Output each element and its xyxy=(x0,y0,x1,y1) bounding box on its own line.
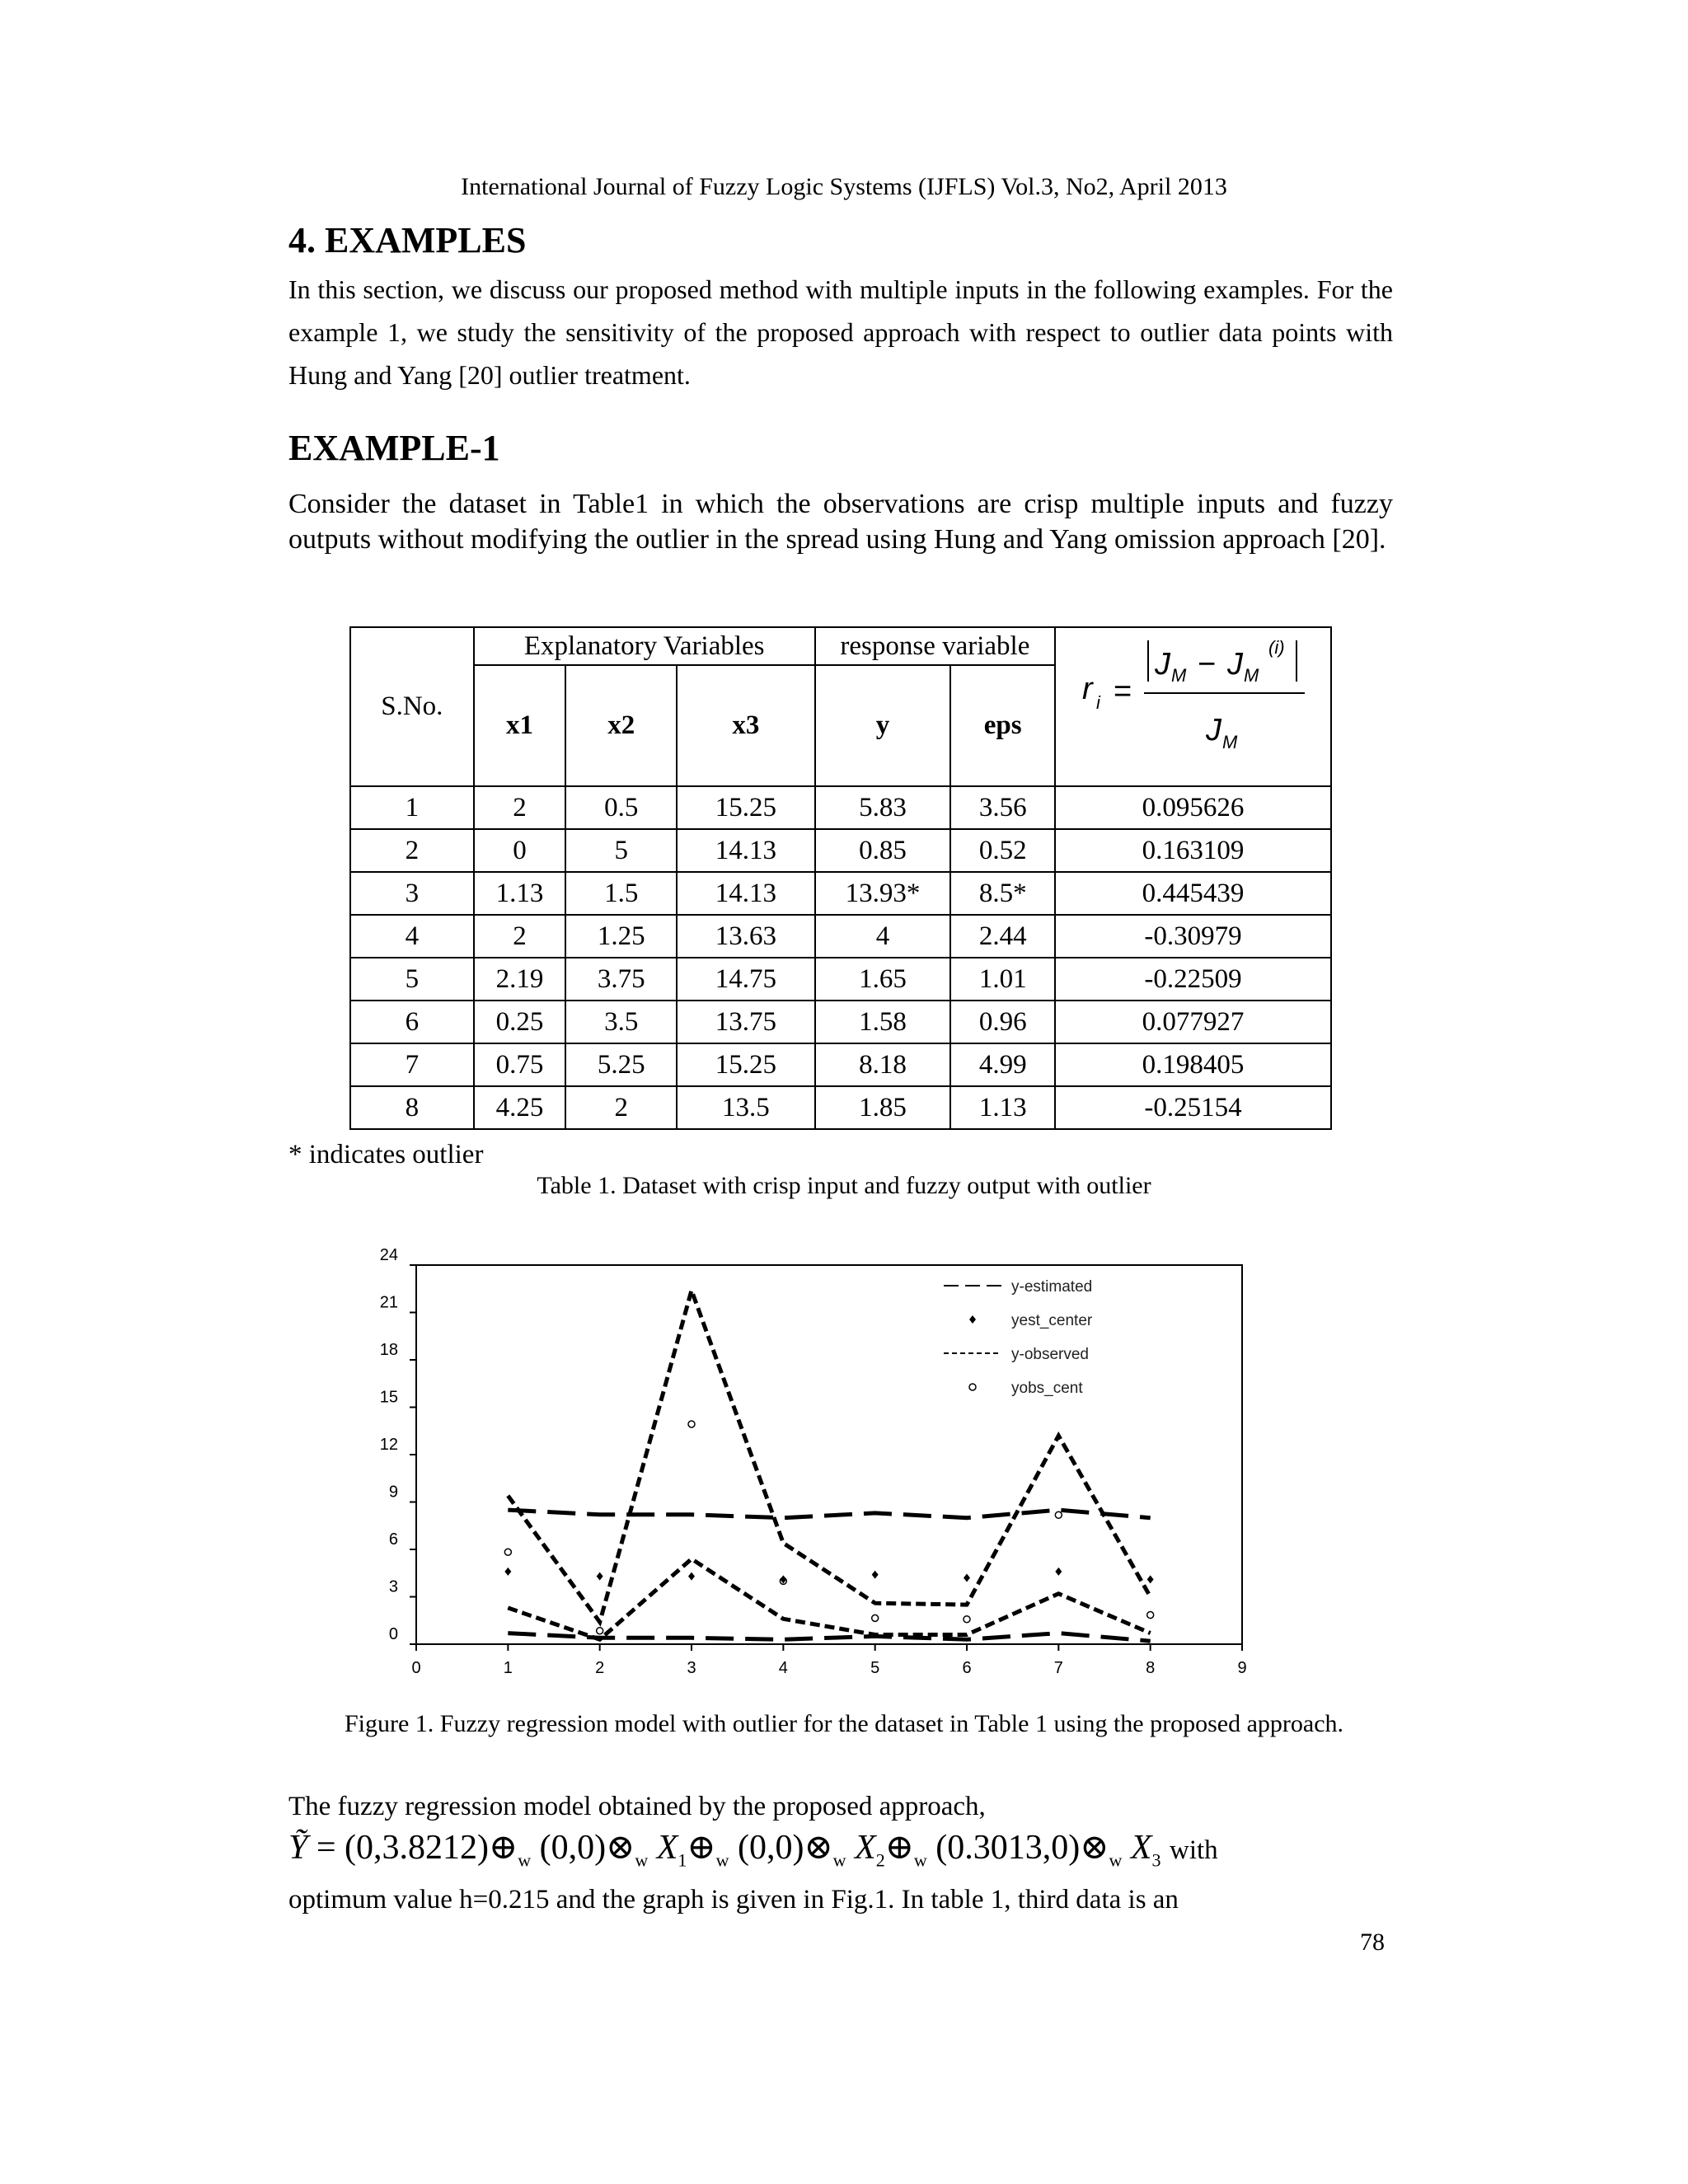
eq-sub3: 3 xyxy=(1151,1849,1161,1871)
legend-label: y-observed xyxy=(1011,1346,1089,1363)
table-cell: 2 xyxy=(350,829,474,872)
explanatory-header: Explanatory Variables xyxy=(474,627,815,665)
eq-w: w xyxy=(913,1849,927,1871)
table-cell: 7 xyxy=(350,1043,474,1086)
table-cell: 13.63 xyxy=(677,915,815,958)
table-cell: 4 xyxy=(350,915,474,958)
model-intro: The fuzzy regression model obtained by the proposed approach, xyxy=(288,1792,986,1821)
sno-header: S.No. xyxy=(350,627,474,786)
eq-w: w xyxy=(518,1849,532,1871)
table-cell: 0.96 xyxy=(950,1001,1055,1043)
table-cell: 0.163109 xyxy=(1055,829,1331,872)
table-cell: 14.13 xyxy=(677,872,815,915)
regression-equation xyxy=(288,1826,1218,1871)
eq-term3: (0.3013,0) xyxy=(935,1829,1081,1867)
point-yest-center xyxy=(504,1568,511,1576)
table-row xyxy=(350,829,1331,872)
eq-equals: = xyxy=(316,1829,336,1867)
y-tick-label: 24 xyxy=(379,1249,398,1264)
table-cell: 3.5 xyxy=(565,1001,677,1043)
eq-w: w xyxy=(635,1849,649,1871)
section-heading: 4. EXAMPLES xyxy=(288,220,527,260)
y-tick-label: 12 xyxy=(379,1436,398,1454)
y-tick-label: 21 xyxy=(379,1293,398,1312)
table-cell: 4.99 xyxy=(950,1043,1055,1086)
table-cell: 5.83 xyxy=(815,786,951,829)
series-line-y-estimated xyxy=(508,1510,1150,1518)
table-row xyxy=(350,1043,1331,1086)
journal-header: International Journal of Fuzzy Logic Systems (IJFLS) Vol.3, No2, April 2013 xyxy=(461,173,1227,200)
table-cell: 15.25 xyxy=(677,786,815,829)
table-cell: 6 xyxy=(350,1001,474,1043)
table-cell: 13.75 xyxy=(677,1001,815,1043)
table-cell: 0.198405 xyxy=(1055,1043,1331,1086)
eq-with: with xyxy=(1170,1835,1218,1865)
legend-swatch-yest-center xyxy=(969,1315,976,1324)
eq-oplus: ⊕ xyxy=(884,1829,914,1867)
table-cell: 14.75 xyxy=(677,958,815,1001)
formula-num-j2: J xyxy=(1226,647,1243,682)
table-cell: 2 xyxy=(474,786,566,829)
table-cell: 1.5 xyxy=(565,872,677,915)
table-row xyxy=(350,1086,1331,1129)
table-cell: 1.65 xyxy=(815,958,951,1001)
x-tick-label: 4 xyxy=(778,1659,788,1677)
eq-sub1: 1 xyxy=(678,1849,687,1871)
eq-w: w xyxy=(715,1849,729,1871)
x-tick-label: 0 xyxy=(411,1659,421,1677)
eq-term2: (0,0) xyxy=(737,1829,804,1867)
eq-w: w xyxy=(1109,1849,1123,1871)
table-cell: 3.75 xyxy=(565,958,677,1001)
table-cell: 4.25 xyxy=(474,1086,566,1129)
table-cell: 4 xyxy=(815,915,951,958)
table-cell: 8 xyxy=(350,1086,474,1129)
table-cell: 0.25 xyxy=(474,1001,566,1043)
point-yobs-cent xyxy=(1055,1511,1062,1518)
regression-chart xyxy=(363,1249,1269,1690)
table-cell: 1.01 xyxy=(950,958,1055,1001)
table-cell: 0.85 xyxy=(815,829,951,872)
table-row xyxy=(350,958,1331,1001)
table-cell: 3.56 xyxy=(950,786,1055,829)
table-cell: -0.25154 xyxy=(1055,1086,1331,1129)
table-cell: 0.095626 xyxy=(1055,786,1331,829)
table-cell: 0.75 xyxy=(474,1043,566,1086)
ri-formula xyxy=(1066,629,1321,777)
table-cell: 0.5 xyxy=(565,786,677,829)
point-yobs-cent xyxy=(504,1549,511,1555)
table-cell: 5 xyxy=(350,958,474,1001)
legend-label: y-estimated xyxy=(1011,1278,1093,1296)
x-tick-label: 7 xyxy=(1053,1659,1063,1677)
formula-lhs-sub: i xyxy=(1095,692,1100,713)
table-row xyxy=(350,915,1331,958)
col-header-y: y xyxy=(815,665,951,786)
table-cell: 1.25 xyxy=(565,915,677,958)
section-intro: In this section, we discuss our proposed method with multiple inputs in the following examples. For the example 1, we study the sensitivity of the proposed approach with respect to outlier data points with Hung and Yang [20] outlier treatment. xyxy=(288,274,1393,390)
point-yest-center xyxy=(688,1572,695,1581)
formula-lhs: r xyxy=(1081,672,1093,706)
point-yobs-cent xyxy=(964,1616,970,1623)
figure-caption: Figure 1. Fuzzy regression model with outlier for the dataset in Table 1 using the proposed approach. xyxy=(344,1710,1344,1737)
table-cell: 0.077927 xyxy=(1055,1001,1331,1043)
y-tick-label: 6 xyxy=(388,1530,398,1549)
table-cell: 13.5 xyxy=(677,1086,815,1129)
eq-x: X xyxy=(656,1829,678,1867)
table-cell: 1.58 xyxy=(815,1001,951,1043)
formula-num-sub2: M xyxy=(1243,665,1259,686)
y-tick-label: 0 xyxy=(388,1625,398,1643)
table-cell: 15.25 xyxy=(677,1043,815,1086)
table-cell: 8.18 xyxy=(815,1043,951,1086)
legend-label: yobs_cent xyxy=(1011,1380,1083,1397)
y-tick-label: 15 xyxy=(379,1388,398,1407)
eq-term0: (0,3.8212) xyxy=(345,1829,490,1867)
table-cell: 3 xyxy=(350,872,474,915)
response-header: response variable xyxy=(815,627,1055,665)
point-yest-center xyxy=(597,1572,603,1581)
table-cell: 2 xyxy=(474,915,566,958)
table-cell: 8.5* xyxy=(950,872,1055,915)
table-cell: 1 xyxy=(350,786,474,829)
x-tick-label: 9 xyxy=(1237,1659,1247,1677)
formula-eq: = xyxy=(1113,674,1132,709)
x-tick-label: 6 xyxy=(962,1659,972,1677)
x-tick-label: 1 xyxy=(503,1659,513,1677)
eq-sub2: 2 xyxy=(875,1849,885,1871)
table-row xyxy=(350,1001,1331,1043)
formula-num-sub: M xyxy=(1170,665,1186,686)
table-row xyxy=(350,786,1331,829)
point-yest-center xyxy=(964,1574,970,1582)
dataset-table xyxy=(349,626,1332,1130)
point-yobs-cent xyxy=(597,1628,603,1634)
eq-x: X xyxy=(1130,1829,1152,1867)
table-cell: 1.13 xyxy=(474,872,566,915)
col-header-x3: x3 xyxy=(677,665,815,786)
col-header-x1: x1 xyxy=(474,665,566,786)
formula-minus: − xyxy=(1197,647,1216,682)
table-cell: 2.44 xyxy=(950,915,1055,958)
point-yobs-cent xyxy=(872,1615,879,1621)
point-yobs-cent xyxy=(688,1421,695,1427)
point-yobs-cent xyxy=(1147,1612,1154,1619)
example-heading: EXAMPLE-1 xyxy=(288,428,500,468)
x-tick-label: 2 xyxy=(595,1659,605,1677)
table-caption: Table 1. Dataset with crisp input and fuzzy output with outlier xyxy=(537,1172,1151,1199)
point-yest-center xyxy=(1147,1575,1154,1583)
y-tick-label: 9 xyxy=(388,1483,398,1502)
x-tick-label: 3 xyxy=(687,1659,696,1677)
formula-den-sub: M xyxy=(1221,732,1237,752)
eq-w: w xyxy=(832,1849,846,1871)
point-yest-center xyxy=(872,1571,879,1579)
page-number: 78 xyxy=(1360,1929,1385,1956)
eq-oplus: ⊕ xyxy=(489,1829,518,1867)
eq-x: X xyxy=(855,1829,876,1867)
col-header-x2: x2 xyxy=(565,665,677,786)
eq-y: Ỹ xyxy=(288,1829,308,1867)
ri-formula-header xyxy=(1055,627,1331,786)
eq-oplus: ⊕ xyxy=(687,1829,716,1867)
col-header-eps: eps xyxy=(950,665,1055,786)
plot-frame xyxy=(416,1265,1242,1644)
table-cell: -0.22509 xyxy=(1055,958,1331,1001)
outlier-note: * indicates outlier xyxy=(288,1140,484,1169)
table-cell: 1.85 xyxy=(815,1086,951,1129)
table-cell: 5.25 xyxy=(565,1043,677,1086)
table-cell: 0.52 xyxy=(950,829,1055,872)
legend-label: yest_center xyxy=(1011,1312,1093,1329)
eq-term1: (0,0) xyxy=(539,1829,607,1867)
eq-otimes: ⊗ xyxy=(606,1829,635,1867)
example-text: Consider the dataset in Table1 in which the observations are crisp multiple inputs and fuzzy outputs without modifying the outlier in the spread using Hung and Yang omission approach [20]. xyxy=(288,489,1393,555)
table-cell: 14.13 xyxy=(677,829,815,872)
point-yest-center xyxy=(1055,1568,1062,1576)
formula-den-j: J xyxy=(1205,713,1221,748)
series-line-y-observed xyxy=(508,1291,1150,1623)
eq-otimes: ⊗ xyxy=(804,1829,833,1867)
formula-sup-i: (i) xyxy=(1268,637,1285,658)
table-cell: 0.445439 xyxy=(1055,872,1331,915)
x-tick-label: 5 xyxy=(870,1659,880,1677)
table-row xyxy=(350,872,1331,915)
table-cell: 0 xyxy=(474,829,566,872)
table-cell: 5 xyxy=(565,829,677,872)
y-tick-label: 3 xyxy=(388,1577,398,1596)
legend-swatch-yobs-cent xyxy=(969,1384,976,1390)
table-cell: -0.30979 xyxy=(1055,915,1331,958)
table-cell: 2.19 xyxy=(474,958,566,1001)
table-cell: 13.93* xyxy=(815,872,951,915)
x-tick-label: 8 xyxy=(1146,1659,1156,1677)
table-cell: 2 xyxy=(565,1086,677,1129)
table-cell: 1.13 xyxy=(950,1086,1055,1129)
formula-num-j: J xyxy=(1154,647,1170,682)
y-tick-label: 18 xyxy=(379,1341,398,1359)
closing-text: optimum value h=0.215 and the graph is given in Fig.1. In table 1, third data is an xyxy=(288,1885,1179,1915)
eq-otimes: ⊗ xyxy=(1080,1829,1109,1867)
